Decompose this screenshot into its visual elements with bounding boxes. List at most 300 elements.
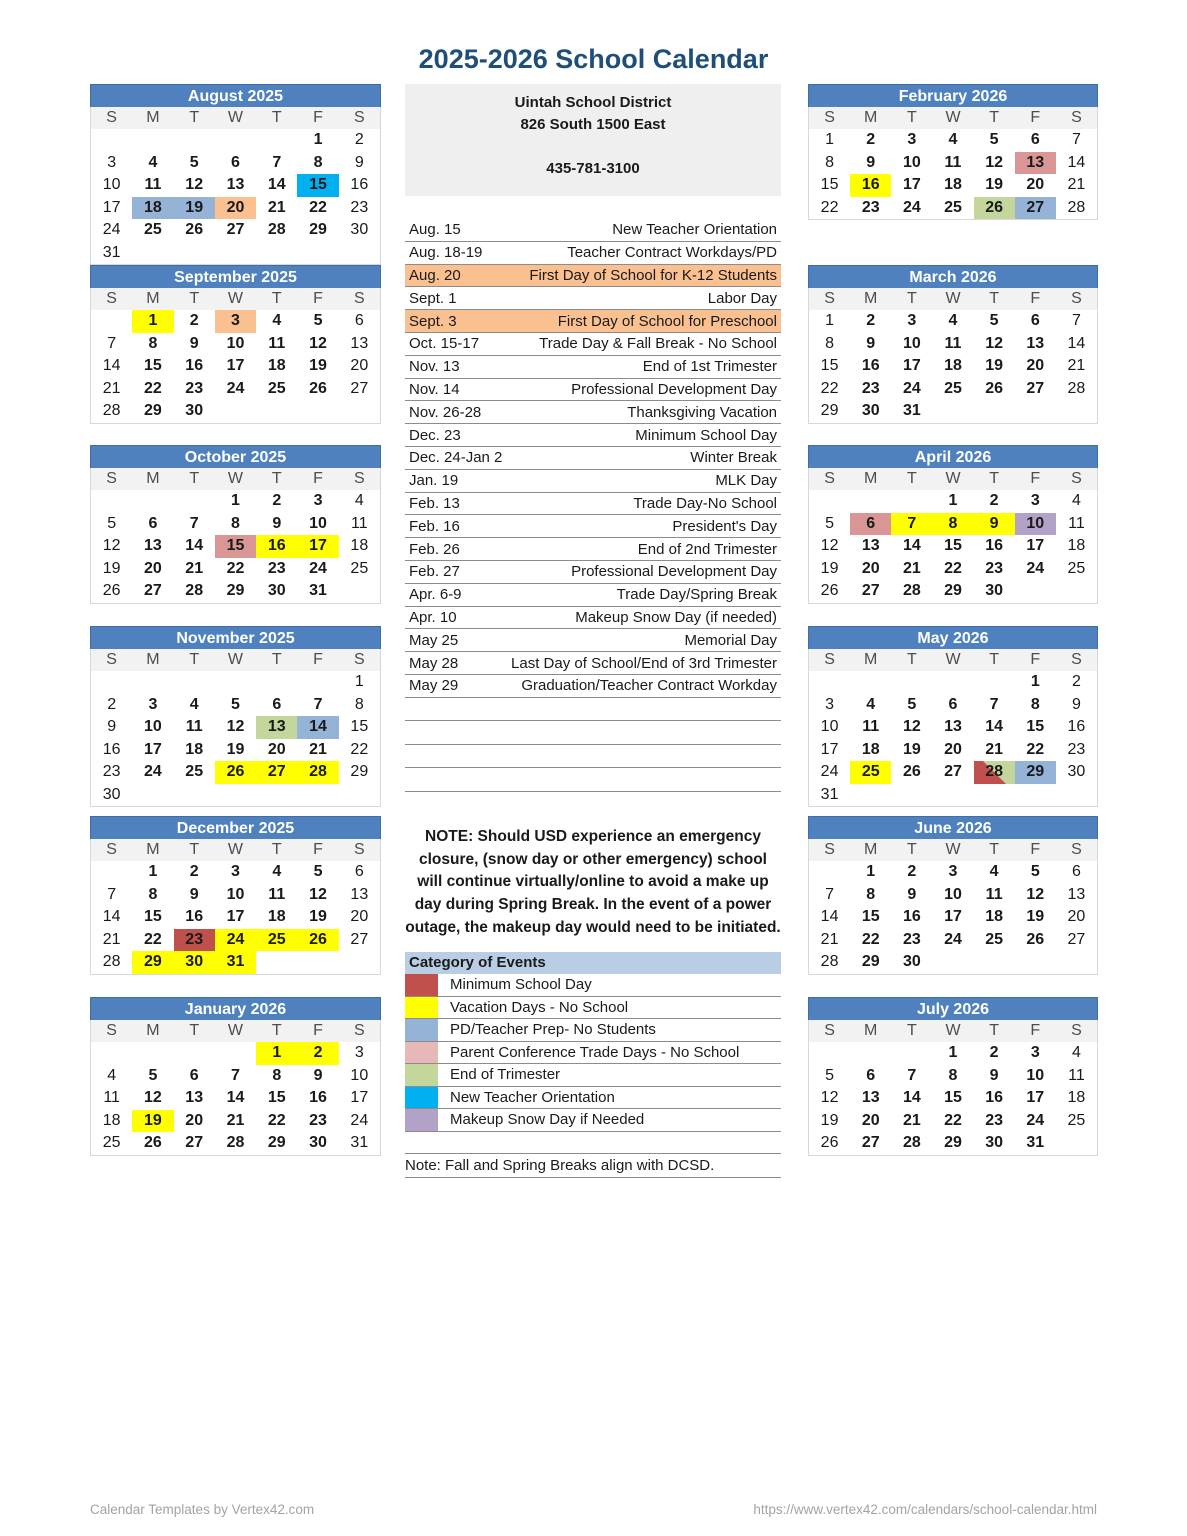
weekday-label: S bbox=[1071, 109, 1082, 126]
event-date: May 28 bbox=[409, 654, 459, 672]
day-cell: 26 bbox=[297, 929, 338, 952]
month-title: March 2026 bbox=[808, 265, 1098, 288]
event-label: End of 1st Trimester bbox=[642, 358, 777, 376]
weekday-label: S bbox=[824, 109, 835, 126]
day-cell-empty bbox=[339, 580, 380, 603]
day-cell: 15 bbox=[820, 357, 839, 374]
weekday-label: T bbox=[906, 290, 917, 307]
day-cell-empty bbox=[91, 310, 132, 333]
day-cell: 11 bbox=[185, 718, 203, 735]
day-cell: 27 bbox=[944, 763, 962, 780]
day-cell: 12 bbox=[902, 718, 921, 735]
day-cell: 17 bbox=[1026, 1089, 1045, 1106]
day-cell: 12 bbox=[985, 153, 1004, 171]
month-title: December 2025 bbox=[90, 816, 381, 839]
day-cell: 16 bbox=[850, 174, 891, 197]
day-cell: 20 bbox=[861, 559, 880, 577]
month-calendar bbox=[808, 997, 1098, 1156]
day-cell-empty bbox=[1056, 580, 1097, 603]
day-cell: 26 bbox=[820, 1134, 839, 1151]
day-cell: 17 bbox=[944, 908, 962, 925]
day-cell: 22 bbox=[820, 198, 839, 216]
page-title: 2025-2026 School Calendar bbox=[418, 44, 769, 74]
day-cell: 2 bbox=[189, 863, 199, 880]
week-row bbox=[809, 400, 1097, 423]
weekday-header-row bbox=[809, 288, 1097, 310]
weekday-label: S bbox=[353, 109, 365, 126]
day-cell: 25 bbox=[350, 559, 369, 577]
day-cell: 19 bbox=[309, 908, 327, 925]
day-cell: 31 bbox=[902, 402, 921, 419]
day-cell: 13 bbox=[1067, 885, 1086, 903]
week-row bbox=[809, 884, 1097, 907]
weekday-label: W bbox=[945, 841, 961, 858]
week-row bbox=[809, 1065, 1097, 1088]
day-cell: 4 bbox=[189, 695, 199, 713]
day-cell: 8 bbox=[825, 334, 835, 352]
day-cell: 30 bbox=[185, 402, 204, 419]
event-label: New Teacher Orientation bbox=[612, 221, 777, 239]
day-cell-empty bbox=[91, 671, 132, 694]
day-cell: 13 bbox=[185, 1089, 204, 1106]
weekday-label: T bbox=[906, 470, 917, 487]
event-row bbox=[405, 447, 781, 470]
weekday-label: S bbox=[106, 290, 117, 307]
day-cell: 22 bbox=[226, 559, 245, 577]
weekday-label: T bbox=[271, 470, 282, 487]
event-row bbox=[405, 333, 781, 356]
day-cell: 11 bbox=[268, 334, 286, 352]
day-cell: 6 bbox=[866, 1066, 876, 1084]
day-cell: 10 bbox=[1015, 513, 1056, 536]
event-row-empty bbox=[405, 721, 781, 745]
day-cell: 23 bbox=[309, 1111, 327, 1129]
month-title: April 2026 bbox=[808, 445, 1098, 468]
day-cell: 2 bbox=[907, 863, 917, 880]
week-row bbox=[809, 333, 1097, 356]
day-cell: 21 bbox=[902, 559, 921, 577]
district-info-box bbox=[405, 84, 781, 196]
legend-row bbox=[405, 974, 781, 997]
day-cell: 21 bbox=[1067, 176, 1086, 193]
day-cell: 1 bbox=[825, 312, 835, 329]
day-cell: 21 bbox=[267, 198, 286, 216]
day-cell-empty bbox=[174, 1042, 215, 1065]
day-cell: 19 bbox=[174, 197, 215, 220]
day-cell: 18 bbox=[944, 357, 962, 374]
day-cell: 30 bbox=[102, 785, 121, 803]
legend-color-swatch bbox=[405, 1019, 438, 1041]
day-cell: 4 bbox=[107, 1066, 117, 1084]
day-cell-empty bbox=[850, 671, 891, 694]
day-cell: 5 bbox=[107, 514, 117, 532]
month-calendar bbox=[90, 997, 381, 1156]
week-row bbox=[91, 784, 380, 807]
day-cell: 23 bbox=[174, 929, 215, 952]
day-cell-empty bbox=[215, 242, 256, 265]
day-cell: 8 bbox=[231, 514, 240, 532]
day-cell: 7 bbox=[313, 695, 323, 713]
weekday-label: T bbox=[989, 109, 1000, 126]
event-label: MLK Day bbox=[715, 472, 777, 490]
event-label: Winter Break bbox=[690, 449, 777, 467]
week-row bbox=[91, 861, 380, 884]
weekday-label: T bbox=[906, 651, 917, 668]
month-grid bbox=[808, 1020, 1098, 1156]
weekday-header-row bbox=[91, 1020, 380, 1042]
day-cell: 2 bbox=[989, 492, 999, 509]
day-cell: 2 bbox=[354, 131, 364, 148]
weekday-label: T bbox=[189, 109, 200, 126]
month-grid bbox=[90, 288, 381, 424]
day-cell: 8 bbox=[948, 1066, 958, 1084]
week-row bbox=[809, 197, 1097, 220]
weekday-label: T bbox=[271, 290, 282, 307]
emergency-note: NOTE: Should USD experience an emergency closure, (snow day or other emergency) school will continue virtually/online to avoid a make up day during Spring Break. In the event of a power outage, the makeup day would need to be initiated. bbox=[405, 828, 781, 936]
month-title: January 2026 bbox=[90, 997, 381, 1020]
weekday-label: F bbox=[313, 109, 323, 126]
weekday-label: T bbox=[189, 290, 200, 307]
day-cell: 26 bbox=[985, 379, 1004, 397]
day-cell: 9 bbox=[989, 1066, 999, 1084]
day-cell: 24 bbox=[1026, 1111, 1045, 1129]
day-cell: 7 bbox=[891, 513, 932, 536]
weekday-label: T bbox=[989, 1022, 1000, 1039]
day-cell: 25 bbox=[256, 929, 297, 952]
day-cell: 15 bbox=[861, 908, 880, 925]
day-cell-empty bbox=[132, 129, 173, 152]
day-cell-empty bbox=[891, 490, 932, 513]
weekday-label: S bbox=[106, 651, 117, 668]
weekday-header-row bbox=[91, 649, 380, 671]
week-row bbox=[91, 580, 380, 603]
weekday-label: W bbox=[945, 290, 961, 307]
day-cell: 16 bbox=[861, 357, 880, 374]
weekday-label: S bbox=[106, 1022, 117, 1039]
day-cell: 4 bbox=[272, 312, 282, 329]
event-label: Memorial Day bbox=[684, 631, 777, 649]
week-row bbox=[809, 378, 1097, 401]
day-cell: 13 bbox=[944, 718, 962, 735]
weekday-label: T bbox=[989, 290, 1000, 307]
day-cell-empty bbox=[974, 951, 1015, 974]
day-cell: 28 bbox=[226, 1134, 245, 1151]
weekday-label: S bbox=[1071, 651, 1082, 668]
day-cell: 7 bbox=[1071, 131, 1081, 148]
day-cell: 5 bbox=[825, 514, 835, 532]
day-cell: 2 bbox=[866, 131, 876, 148]
event-list bbox=[405, 219, 781, 792]
day-cell: 27 bbox=[1067, 930, 1086, 948]
day-cell: 29 bbox=[267, 1134, 286, 1151]
weekday-label: T bbox=[189, 651, 200, 668]
day-cell: 2 bbox=[189, 312, 199, 329]
event-row bbox=[405, 652, 781, 675]
day-cell: 11 bbox=[985, 885, 1003, 903]
weekday-label: S bbox=[824, 651, 835, 668]
day-cell-empty bbox=[1015, 580, 1056, 603]
day-cell-empty bbox=[932, 400, 973, 423]
day-cell-empty bbox=[1056, 400, 1097, 423]
day-cell-empty bbox=[215, 784, 256, 807]
day-cell: 3 bbox=[948, 863, 958, 880]
day-cell: 10 bbox=[350, 1066, 369, 1084]
legend-row bbox=[405, 1019, 781, 1042]
day-cell: 9 bbox=[974, 513, 1015, 536]
month-calendar bbox=[808, 265, 1098, 424]
day-cell: 10 bbox=[820, 718, 839, 735]
day-cell: 22 bbox=[944, 1111, 962, 1129]
day-cell: 24 bbox=[350, 1111, 369, 1129]
day-cell: 19 bbox=[985, 357, 1004, 374]
week-row bbox=[91, 906, 380, 929]
day-cell-empty bbox=[215, 1042, 256, 1065]
week-row bbox=[91, 884, 380, 907]
weekday-label: W bbox=[945, 109, 961, 126]
day-cell: 19 bbox=[820, 559, 839, 577]
month-title: February 2026 bbox=[808, 84, 1098, 107]
weekday-label: T bbox=[906, 109, 917, 126]
weekday-label: M bbox=[864, 290, 878, 307]
day-cell: 22 bbox=[350, 740, 369, 758]
day-cell: 15 bbox=[144, 357, 162, 374]
day-cell: 2 bbox=[866, 312, 876, 329]
event-row bbox=[405, 561, 781, 584]
day-cell: 21 bbox=[102, 379, 121, 397]
footer-url: https://www.vertex42.com/calendars/school-calendar.html bbox=[753, 1502, 1097, 1517]
weekday-label: W bbox=[227, 470, 244, 487]
day-cell-empty bbox=[256, 784, 297, 807]
event-date: Dec. 23 bbox=[409, 426, 461, 444]
day-cell-empty bbox=[174, 242, 215, 265]
day-cell: 15 bbox=[297, 174, 338, 197]
day-cell: 21 bbox=[902, 1111, 921, 1129]
day-cell: 10 bbox=[902, 153, 921, 171]
event-date: May 29 bbox=[409, 677, 459, 695]
weekday-label: M bbox=[146, 109, 160, 126]
day-cell: 30 bbox=[985, 1134, 1004, 1151]
day-cell-empty bbox=[297, 400, 338, 423]
day-cell: 29 bbox=[309, 221, 327, 238]
week-row bbox=[91, 1042, 380, 1065]
day-cell: 3 bbox=[1030, 492, 1040, 509]
month-calendar bbox=[90, 445, 381, 604]
weekday-header-row bbox=[91, 839, 380, 861]
day-cell: 23 bbox=[102, 763, 121, 780]
day-cell: 14 bbox=[985, 718, 1004, 735]
day-cell: 1 bbox=[148, 863, 158, 880]
legend-color-swatch bbox=[405, 1064, 438, 1086]
day-cell: 7 bbox=[107, 334, 117, 352]
day-cell: 1 bbox=[354, 673, 364, 690]
weekday-label: W bbox=[227, 1022, 244, 1039]
day-cell: 5 bbox=[189, 153, 199, 171]
weekday-label: T bbox=[189, 470, 200, 487]
day-cell: 8 bbox=[1030, 695, 1040, 713]
day-cell: 6 bbox=[1030, 131, 1040, 148]
day-cell: 22 bbox=[144, 930, 162, 948]
week-row bbox=[91, 242, 380, 265]
day-cell: 12 bbox=[309, 885, 327, 903]
week-row bbox=[809, 929, 1097, 952]
legend-label: Makeup Snow Day if Needed bbox=[450, 1111, 645, 1128]
weekday-label: F bbox=[1030, 290, 1041, 307]
day-cell-empty bbox=[850, 784, 891, 807]
event-row-empty bbox=[405, 745, 781, 769]
day-cell: 8 bbox=[354, 695, 364, 713]
day-cell: 12 bbox=[185, 176, 204, 193]
day-cell: 15 bbox=[267, 1089, 286, 1106]
weekday-label: T bbox=[189, 1022, 200, 1039]
month-title: November 2025 bbox=[90, 626, 381, 649]
day-cell: 11 bbox=[944, 153, 962, 171]
day-cell: 7 bbox=[1071, 312, 1081, 329]
weekday-label: S bbox=[1071, 841, 1082, 858]
day-cell: 23 bbox=[267, 559, 286, 577]
week-row bbox=[809, 906, 1097, 929]
day-cell: 15 bbox=[144, 908, 162, 925]
day-cell: 16 bbox=[350, 176, 369, 193]
day-cell: 23 bbox=[861, 379, 880, 397]
day-cell: 23 bbox=[1067, 740, 1086, 758]
legend bbox=[405, 952, 781, 1132]
weekday-label: W bbox=[945, 651, 961, 668]
day-cell-empty bbox=[297, 951, 338, 974]
day-cell-empty bbox=[91, 490, 132, 513]
day-cell: 11 bbox=[144, 176, 162, 193]
day-cell: 18 bbox=[350, 537, 369, 554]
day-cell: 13 bbox=[1015, 152, 1056, 175]
event-row bbox=[405, 356, 781, 379]
day-cell: 20 bbox=[267, 740, 286, 758]
day-cell-empty bbox=[297, 671, 338, 694]
day-cell: 12 bbox=[309, 334, 327, 352]
weekday-label: T bbox=[906, 841, 917, 858]
day-cell: 9 bbox=[189, 334, 199, 352]
week-row bbox=[809, 580, 1097, 603]
day-cell: 17 bbox=[297, 535, 338, 558]
day-cell: 14 bbox=[185, 537, 204, 554]
month-title: July 2026 bbox=[808, 997, 1098, 1020]
day-cell: 29 bbox=[861, 953, 880, 970]
day-cell: 14 bbox=[1067, 153, 1086, 171]
day-cell: 13 bbox=[256, 716, 297, 739]
day-cell: 25 bbox=[985, 930, 1004, 948]
day-cell: 13 bbox=[1026, 334, 1045, 352]
day-cell: 13 bbox=[861, 537, 880, 554]
day-cell: 5 bbox=[231, 695, 240, 713]
day-cell: 8 bbox=[148, 334, 158, 352]
event-row bbox=[405, 675, 781, 698]
weekday-label: S bbox=[353, 651, 365, 668]
day-cell: 5 bbox=[907, 695, 917, 713]
weekday-label: T bbox=[189, 841, 200, 858]
weekday-label: S bbox=[824, 1022, 835, 1039]
day-cell: 3 bbox=[1030, 1044, 1040, 1061]
month-title: August 2025 bbox=[90, 84, 381, 107]
day-cell: 31 bbox=[350, 1134, 369, 1151]
week-row bbox=[91, 1132, 380, 1155]
day-cell: 30 bbox=[861, 402, 880, 419]
event-label: Teacher Contract Workdays/PD bbox=[567, 244, 777, 262]
week-row bbox=[809, 152, 1097, 175]
day-cell: 21 bbox=[226, 1111, 245, 1129]
event-date: Apr. 6-9 bbox=[409, 586, 462, 604]
week-row bbox=[91, 355, 380, 378]
weekday-label: F bbox=[313, 1022, 323, 1039]
day-cell: 16 bbox=[309, 1089, 327, 1106]
week-row bbox=[91, 513, 380, 536]
legend-row bbox=[405, 997, 781, 1020]
day-cell: 27 bbox=[185, 1134, 204, 1151]
day-cell: 10 bbox=[902, 334, 921, 352]
day-cell: 9 bbox=[866, 334, 876, 352]
day-cell: 8 bbox=[272, 1066, 282, 1084]
legend-color-swatch bbox=[405, 1087, 438, 1109]
day-cell: 29 bbox=[144, 402, 162, 419]
weekday-header-row bbox=[91, 288, 380, 310]
day-cell: 1 bbox=[231, 492, 240, 509]
day-cell: 3 bbox=[215, 310, 256, 333]
weekday-label: M bbox=[864, 1022, 878, 1039]
event-date: Dec. 24-Jan 2 bbox=[409, 449, 503, 467]
day-cell: 27 bbox=[1015, 197, 1056, 220]
day-cell-empty bbox=[809, 1042, 850, 1065]
day-cell: 13 bbox=[350, 334, 369, 352]
day-cell: 22 bbox=[861, 930, 880, 948]
day-cell: 8 bbox=[866, 885, 876, 903]
day-cell: 27 bbox=[144, 582, 162, 599]
day-cell-empty bbox=[297, 242, 338, 265]
legend-label: End of Trimester bbox=[450, 1066, 561, 1083]
center-column bbox=[405, 0, 781, 1536]
day-cell: 27 bbox=[256, 761, 297, 784]
day-cell: 18 bbox=[132, 197, 173, 220]
month-calendar bbox=[808, 84, 1098, 220]
week-row bbox=[809, 129, 1097, 152]
day-cell: 31 bbox=[1026, 1134, 1045, 1151]
day-cell: 8 bbox=[313, 153, 323, 171]
weekday-label: S bbox=[106, 470, 117, 487]
event-date: Sept. 1 bbox=[409, 289, 457, 307]
weekday-label: M bbox=[864, 651, 878, 668]
week-row bbox=[809, 1087, 1097, 1110]
day-cell-empty bbox=[215, 129, 256, 152]
day-cell: 5 bbox=[989, 312, 999, 329]
weekday-label: T bbox=[989, 841, 1000, 858]
event-label: Minimum School Day bbox=[635, 426, 777, 444]
month-calendar bbox=[90, 84, 381, 265]
day-cell: 9 bbox=[866, 153, 876, 171]
event-date: Jan. 19 bbox=[409, 472, 459, 490]
event-row-empty bbox=[405, 698, 781, 722]
event-row bbox=[405, 424, 781, 447]
event-row bbox=[405, 219, 781, 242]
day-cell: 11 bbox=[268, 885, 286, 903]
day-cell: 7 bbox=[989, 695, 999, 713]
day-cell: 11 bbox=[1068, 1066, 1085, 1084]
day-cell: 11 bbox=[103, 1089, 120, 1106]
day-cell: 14 bbox=[226, 1089, 245, 1106]
legend-label: New Teacher Orientation bbox=[450, 1088, 615, 1106]
day-cell: 16 bbox=[256, 535, 297, 558]
legend-color-swatch bbox=[405, 1109, 438, 1131]
day-cell: 4 bbox=[948, 131, 958, 148]
weekday-label: F bbox=[1030, 841, 1041, 858]
month-grid bbox=[808, 839, 1098, 975]
day-cell: 26 bbox=[974, 197, 1015, 220]
day-cell: 14 bbox=[102, 908, 121, 925]
